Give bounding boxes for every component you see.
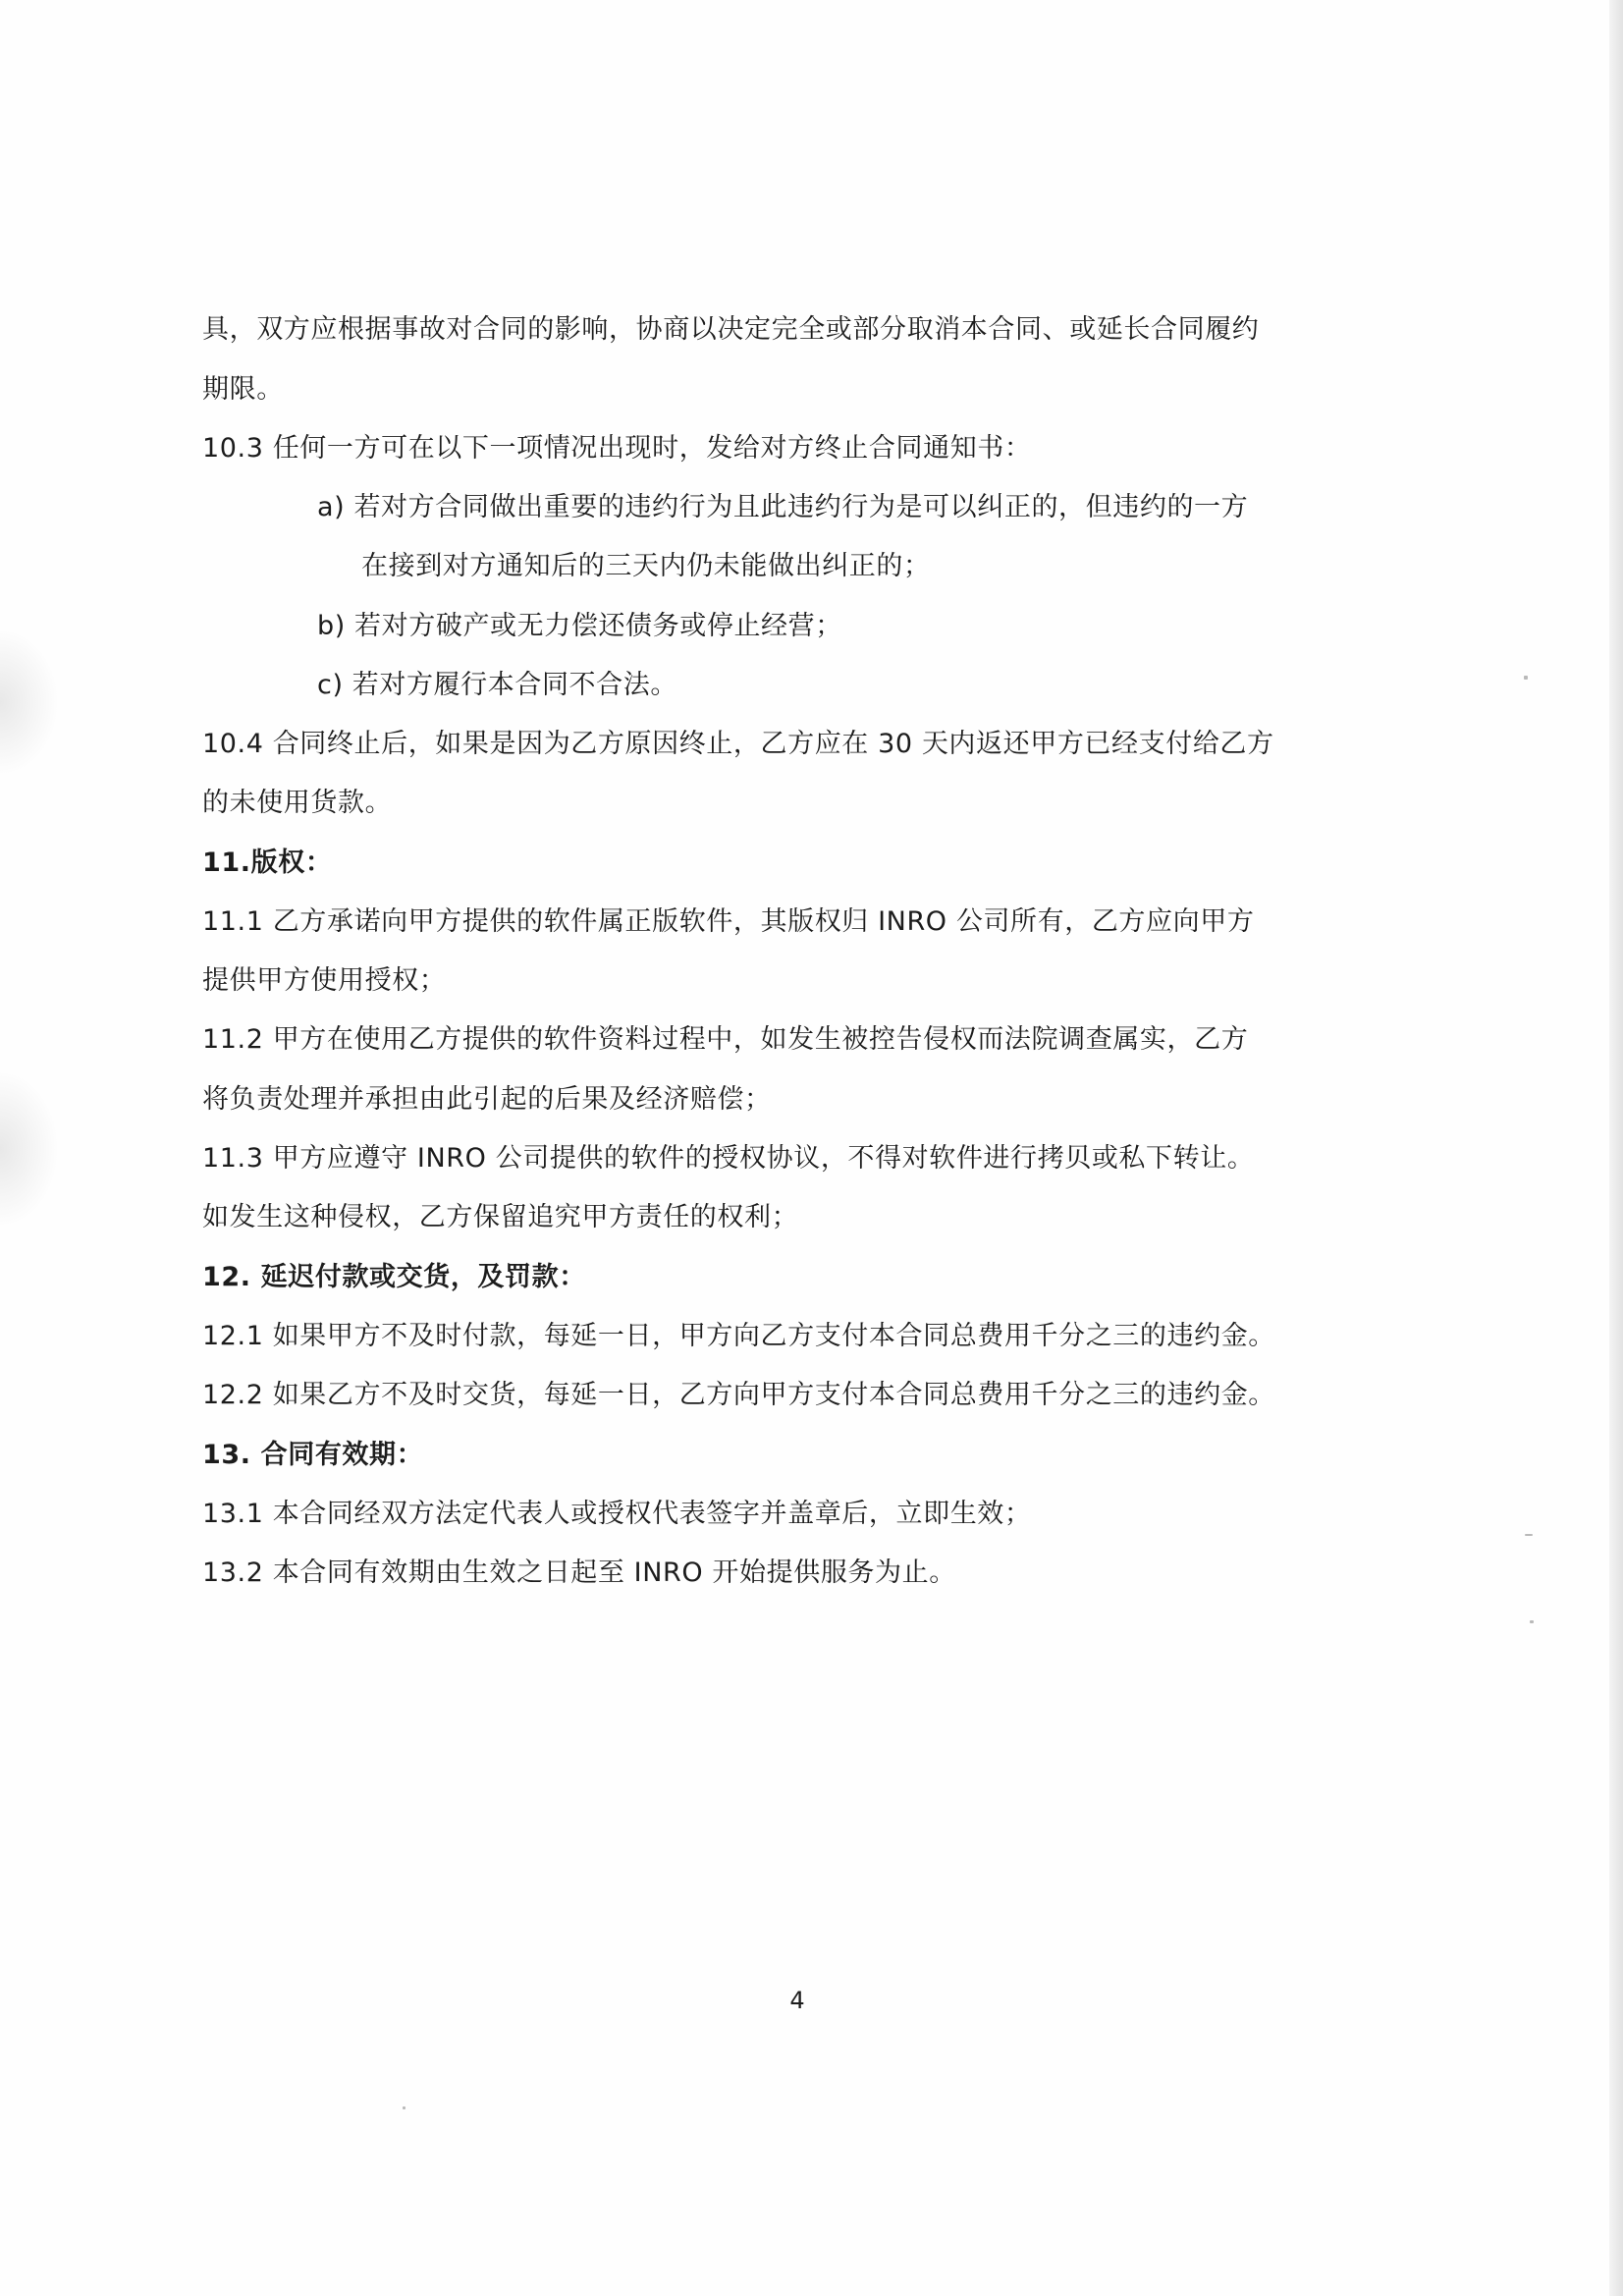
clause-12-2: 12.2 如果乙方不及时交货，每延一日，乙方向甲方支付本合同总费用千分之三的违约金。: [202, 1380, 1275, 1410]
clause-11-2: 11.2 甲方在使用乙方提供的软件资料过程中，如发生被控告侵权而法院调查属实，乙方: [202, 1024, 1249, 1055]
clause-11-1: 11.1 乙方承诺向甲方提供的软件属正版软件，其版权归 INRO 公司所有，乙方应向甲方: [202, 906, 1255, 937]
list-item-a-continuation: 在接到对方通知后的三天内仍未能做出纠正的；: [361, 551, 931, 581]
clause-10-4-continuation: 的未使用货款。: [202, 788, 393, 818]
scan-speck: [1530, 1620, 1534, 1623]
section-heading-11: 11.版权：: [202, 847, 333, 878]
scan-speck: [1525, 1534, 1533, 1536]
clause-12-1: 12.1 如果甲方不及时付款，每延一日，甲方向乙方支付本合同总费用千分之三的违约金。: [202, 1321, 1275, 1351]
section-heading-13: 13. 合同有效期：: [202, 1440, 424, 1470]
section-heading-12: 12. 延迟付款或交货，及罚款：: [202, 1262, 586, 1292]
seal-bleed-mark: [0, 1070, 59, 1228]
scan-speck: [403, 2106, 406, 2109]
clause-10-3: 10.3 任何一方可在以下一项情况出现时，发给对方终止合同通知书：: [202, 433, 1032, 464]
clause-10-4: 10.4 合同终止后，如果是因为乙方原因终止，乙方应在 30 天内返还甲方已经支付给乙方: [202, 729, 1274, 759]
list-item-b: b) 若对方破产或无力偿还债务或停止经营；: [317, 611, 842, 641]
text-line-continuation: 具，双方应根据事故对合同的影响，协商以决定完全或部分取消本合同、或延长合同履约: [202, 314, 1260, 345]
text-line-continuation: 期限。: [202, 374, 284, 405]
list-item-c: c) 若对方履行本合同不合法。: [317, 670, 677, 700]
clause-13-2: 13.2 本合同有效期由生效之日起至 INRO 开始提供服务为止。: [202, 1558, 956, 1588]
clause-13-1: 13.1 本合同经双方法定代表人或授权代表签字并盖章后，立即生效；: [202, 1499, 1032, 1529]
clause-11-1-continuation: 提供甲方使用授权；: [202, 965, 447, 996]
page-number: 4: [789, 1987, 805, 2014]
seal-bleed-mark: [0, 629, 59, 776]
clause-11-3-continuation: 如发生这种侵权，乙方保留追究甲方责任的权利；: [202, 1202, 799, 1232]
page-edge-shadow: [1609, 0, 1623, 2296]
list-item-a: a) 若对方合同做出重要的违约行为且此违约行为是可以纠正的，但违约的一方: [317, 492, 1249, 522]
clause-11-3: 11.3 甲方应遵守 INRO 公司提供的软件的授权协议，不得对软件进行拷贝或私下转让。: [202, 1143, 1255, 1174]
clause-11-2-continuation: 将负责处理并承担由此引起的后果及经济赔偿；: [202, 1084, 772, 1115]
scan-speck: [1524, 676, 1528, 680]
